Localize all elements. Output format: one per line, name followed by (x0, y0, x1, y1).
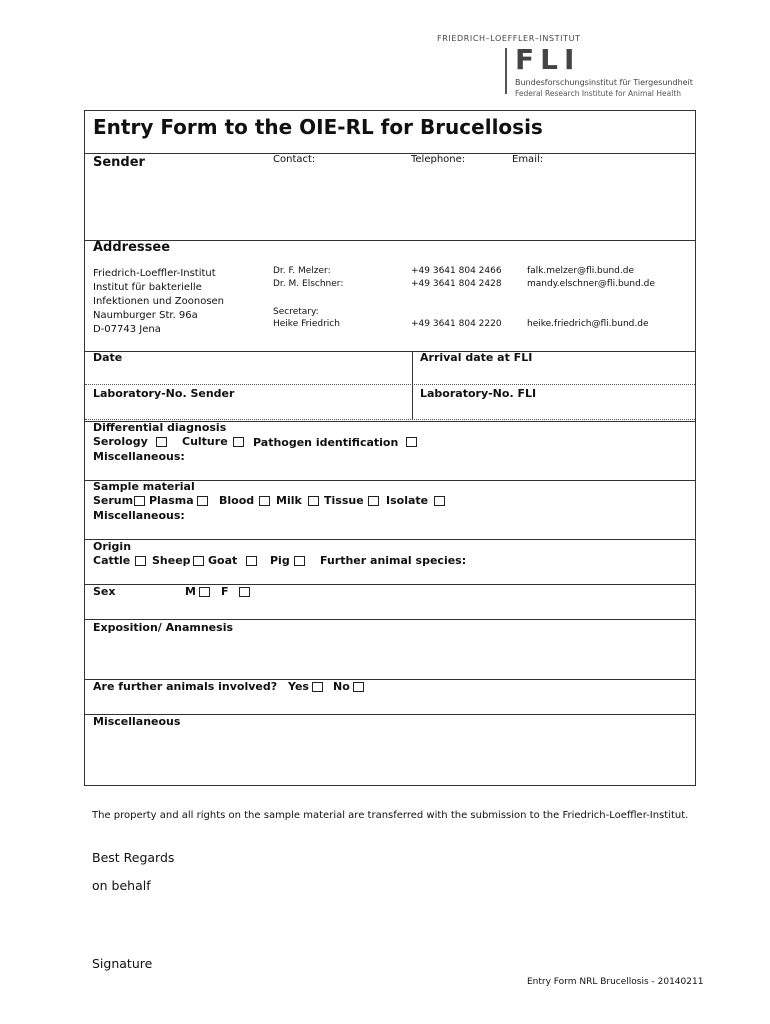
differential-misc-label: Miscellaneous: (93, 450, 185, 463)
entry-form (84, 110, 696, 786)
pig-checkbox[interactable] (294, 556, 305, 566)
logo-english-subtitle: Federal Research Institute for Animal Health (515, 89, 682, 98)
secretary-label: Secretary: (273, 307, 319, 317)
logo-divider (505, 48, 507, 94)
sample-material-heading: Sample material (93, 480, 195, 493)
best-regards: Best Regards (92, 850, 175, 865)
contact-phone: +49 3641 804 2466 (411, 266, 502, 276)
address-line: Institut für bakterielle (93, 282, 202, 293)
signature-label: Signature (92, 956, 153, 971)
property-notice: The property and all rights on the sample material are transferred with the submission to the Friedrich-Loeffler-Institut. (92, 810, 689, 821)
addressee-address (93, 267, 224, 337)
isolate-label: Isolate (386, 494, 429, 507)
divider (85, 351, 695, 352)
dotted-divider (85, 384, 695, 385)
sender-email-label: Email: (512, 154, 544, 165)
pathogen-identification-checkbox[interactable] (406, 437, 417, 447)
plasma-checkbox[interactable] (197, 496, 208, 506)
exposition-field[interactable] (85, 636, 695, 678)
origin-heading: Origin (93, 540, 132, 553)
form-title: Entry Form to the OIE-RL for Brucellosis (93, 115, 543, 139)
date-label: Date (93, 351, 123, 364)
blood-label: Blood (219, 494, 255, 507)
address-line: D-07743 Jena (93, 324, 161, 335)
lab-no-fli-label: Laboratory-No. FLI (420, 387, 537, 400)
secretary-email: heike.friedrich@fli.bund.de (527, 319, 649, 329)
logo-institute-name: FRIEDRICH–LOEFFLER–INSTITUT (437, 34, 581, 43)
secretary-phone: +49 3641 804 2220 (411, 319, 502, 329)
document-id: Entry Form NRL Brucellosis - 20140211 (527, 977, 704, 987)
differential-diagnosis-heading: Differential diagnosis (93, 421, 227, 434)
isolate-checkbox[interactable] (434, 496, 445, 506)
sex-m-checkbox[interactable] (199, 587, 210, 597)
goat-checkbox[interactable] (246, 556, 257, 566)
addressee-heading: Addressee (93, 240, 171, 255)
no-checkbox[interactable] (353, 682, 364, 692)
fli-logo (437, 34, 707, 100)
dotted-divider (85, 419, 695, 420)
sender-contact-label: Contact: (273, 154, 316, 165)
serology-checkbox[interactable] (156, 437, 167, 447)
culture-label: Culture (182, 435, 228, 448)
sender-field[interactable] (85, 167, 695, 239)
serology-label: Serology (93, 435, 148, 448)
sender-telephone-label: Telephone: (411, 154, 466, 165)
sex-f-checkbox[interactable] (239, 587, 250, 597)
culture-checkbox[interactable] (233, 437, 244, 447)
further-animal-species-label: Further animal species: (320, 554, 467, 567)
further-animals-question: Are further animals involved? (93, 680, 278, 693)
plasma-label: Plasma (149, 494, 194, 507)
secretary-name: Heike Friedrich (273, 319, 340, 329)
lab-no-sender-label: Laboratory-No. Sender (93, 387, 235, 400)
sex-m-label: M (185, 585, 196, 598)
milk-label: Milk (276, 494, 302, 507)
sheep-label: Sheep (152, 554, 191, 567)
divider (85, 240, 695, 241)
miscellaneous-field[interactable] (85, 731, 695, 783)
cattle-label: Cattle (93, 554, 131, 567)
pathogen-identification-label: Pathogen identification (253, 436, 399, 449)
contact-email: falk.melzer@fli.bund.de (527, 266, 634, 276)
column-divider (412, 351, 413, 419)
sex-label: Sex (93, 585, 116, 598)
exposition-anamnesis-label: Exposition/ Anamnesis (93, 621, 234, 634)
yes-label: Yes (288, 680, 309, 693)
address-line: Infektionen und Zoonosen (93, 296, 225, 307)
contact-email: mandy.elschner@fli.bund.de (527, 279, 655, 289)
contact-phone: +49 3641 804 2428 (411, 279, 502, 289)
pig-label: Pig (270, 554, 290, 567)
contact-name: Dr. M. Elschner: (273, 279, 344, 289)
divider (85, 539, 695, 540)
serum-checkbox[interactable] (134, 496, 145, 506)
logo-abbreviation: FLI (515, 43, 581, 76)
contact-name: Dr. F. Melzer: (273, 266, 331, 276)
blood-checkbox[interactable] (259, 496, 270, 506)
cattle-checkbox[interactable] (135, 556, 146, 566)
sample-misc-label: Miscellaneous: (93, 509, 185, 522)
no-label: No (333, 680, 350, 693)
sheep-checkbox[interactable] (193, 556, 204, 566)
yes-checkbox[interactable] (312, 682, 323, 692)
divider (85, 153, 695, 154)
serum-label: Serum (93, 494, 134, 507)
tissue-checkbox[interactable] (368, 496, 379, 506)
arrival-date-label: Arrival date at FLI (420, 351, 533, 364)
goat-label: Goat (208, 554, 238, 567)
logo-german-subtitle: Bundesforschungsinstitut für Tiergesundheit (515, 78, 693, 87)
milk-checkbox[interactable] (308, 496, 319, 506)
sex-f-label: F (221, 585, 229, 598)
tissue-label: Tissue (324, 494, 364, 507)
on-behalf: on behalf (92, 878, 151, 893)
miscellaneous-label: Miscellaneous (93, 715, 181, 728)
divider (85, 619, 695, 620)
sender-heading: Sender (93, 155, 145, 170)
address-line: Friedrich-Loeffler-Institut (93, 268, 216, 279)
address-line: Naumburger Str. 96a (93, 310, 198, 321)
divider (85, 584, 695, 585)
